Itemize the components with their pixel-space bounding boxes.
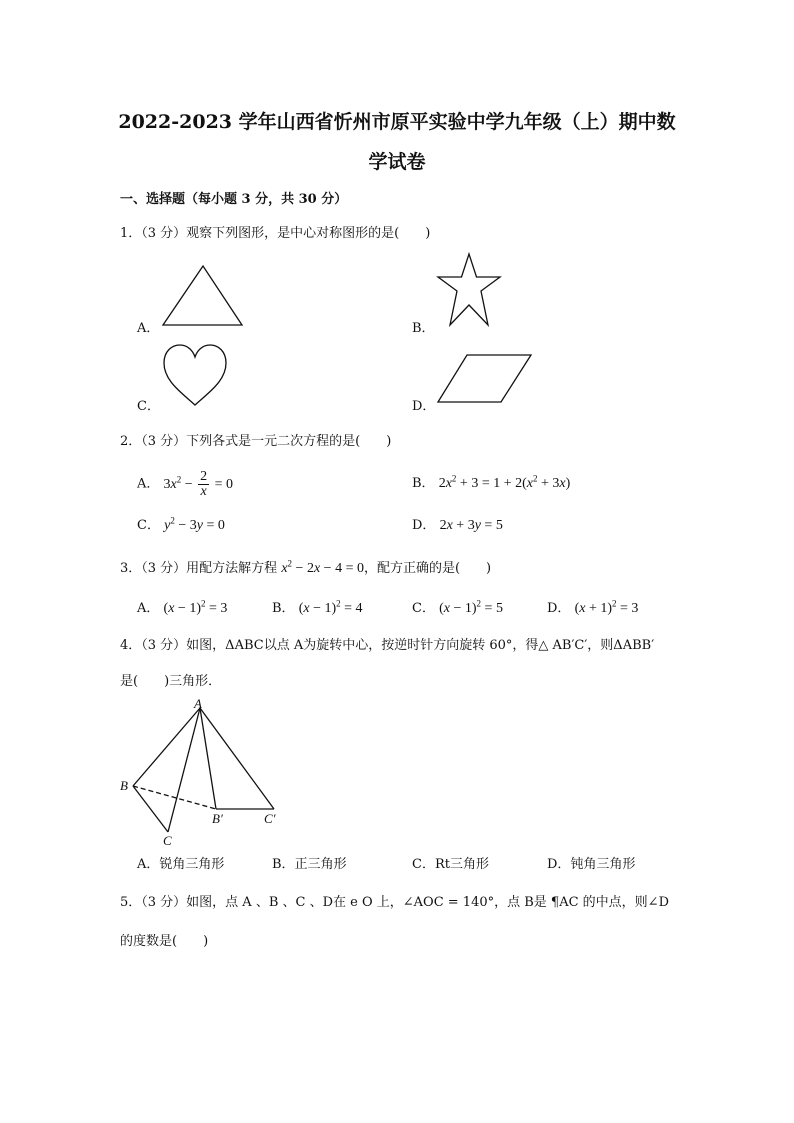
question-4-stem-line2: 是( )三角形． bbox=[120, 674, 222, 689]
page-title-line2: 学试卷 bbox=[368, 151, 426, 173]
q1-heart-figure bbox=[162, 343, 228, 407]
q3-option-a-formula: $(x - 1)^2 = 3$ bbox=[163, 598, 228, 616]
q4-option-b-text: 正三角形 bbox=[294, 857, 347, 872]
q4-label-b: B bbox=[120, 778, 128, 793]
question-5-stem-line2: 的度数是( ) bbox=[120, 934, 209, 949]
q3-option-b bbox=[272, 597, 363, 617]
question-4-stem-line1: 4．（3 分）如图，ΔABC以点 A为旋转中心，按逆时针方向旋转 60°，得△ AB′C′，则ΔABB′ bbox=[120, 638, 655, 653]
q1-option-b-label: B． bbox=[412, 321, 435, 336]
q4-option-b bbox=[272, 853, 347, 872]
q3-option-c-label: C． bbox=[412, 601, 435, 616]
question-2-stem: 2．（3 分）下列各式是一元二次方程的是( ) bbox=[120, 434, 392, 449]
q3-option-c bbox=[412, 597, 503, 617]
question-1-stem: 1．（3 分）观察下列图形，是中心对称图形的是( ) bbox=[120, 226, 431, 241]
q4-option-a bbox=[137, 853, 224, 872]
q4-option-d-label: D． bbox=[547, 857, 571, 872]
q3-equation: $x^2 - 2x - 4 = 0$ bbox=[281, 558, 364, 576]
q4-label-b-prime: B′ bbox=[212, 811, 223, 826]
q2-option-a-label: A． bbox=[137, 476, 160, 492]
q4-rotation-figure bbox=[118, 696, 288, 848]
q2-option-b bbox=[412, 472, 570, 492]
q2-option-d-label: D． bbox=[412, 518, 436, 533]
q3-stem-before: 3．（3 分）用配方法解方程 bbox=[120, 561, 278, 576]
q1-parallelogram-figure bbox=[437, 354, 533, 404]
q2-option-a-formula: $3x^2$ − $\frac{2}{x}$ = 0 bbox=[163, 469, 234, 499]
q3-option-d-formula: $(x + 1)^2 = 3$ bbox=[574, 598, 639, 616]
q2-option-c-label: C． bbox=[137, 518, 160, 533]
q3-option-a-label: A． bbox=[137, 601, 160, 616]
q4-label-a: A bbox=[194, 696, 202, 711]
q2-option-b-label: B． bbox=[412, 476, 435, 491]
q4-label-c: C bbox=[163, 833, 172, 848]
q4-option-c-label: C． bbox=[412, 857, 435, 872]
q3-option-b-formula: $(x - 1)^2 = 4$ bbox=[298, 598, 363, 616]
q4-option-a-text: 锐角三角形 bbox=[159, 857, 225, 872]
q2-option-c bbox=[137, 514, 225, 534]
q4-option-d bbox=[547, 853, 635, 872]
page-title-line1: 2022-2023 学年山西省忻州市原平实验中学九年级（上）期中数 bbox=[118, 111, 676, 133]
q2-option-d bbox=[412, 514, 503, 534]
q2-option-c-formula: $y^2 - 3y = 0$ bbox=[164, 515, 225, 533]
question-3-stem bbox=[120, 557, 491, 577]
q3-option-d-label: D． bbox=[547, 601, 571, 616]
question-5-stem-line1: 5．（3 分）如图，点 A 、B 、C 、D在 e O 上，∠AOC = 140°，点 B是 ¶AC 的中点，则∠D bbox=[120, 895, 669, 910]
q1-option-c-label: C． bbox=[137, 399, 160, 414]
q3-option-b-label: B． bbox=[272, 601, 295, 616]
q4-option-a-label: A． bbox=[137, 857, 160, 872]
q4-option-d-text: 钝角三角形 bbox=[570, 857, 636, 872]
section-heading: 一、选择题（每小题 3 分，共 30 分） bbox=[120, 192, 348, 207]
q3-option-c-formula: $(x - 1)^2 = 5$ bbox=[439, 598, 503, 616]
q2-option-a bbox=[137, 470, 233, 499]
q1-triangle-figure bbox=[162, 265, 244, 327]
q4-label-c-prime: C′ bbox=[264, 811, 276, 826]
q2-option-b-formula: $2x^2 + 3 = 1 + 2(x^2 + 3x)$ bbox=[438, 473, 571, 491]
q1-option-d-label: D． bbox=[412, 399, 436, 414]
q3-stem-after: ，配方正确的是( ) bbox=[363, 561, 492, 576]
q1-star-figure bbox=[437, 253, 501, 327]
q2-option-d-formula: 2x + 3y = 5 bbox=[439, 518, 503, 533]
q4-option-c-text: Rt三角形 bbox=[434, 857, 489, 872]
q1-option-a-label: A． bbox=[137, 321, 160, 336]
q3-option-a bbox=[137, 597, 227, 617]
q3-option-d bbox=[547, 597, 638, 617]
q4-option-c bbox=[412, 853, 489, 872]
q4-option-b-label: B． bbox=[272, 857, 295, 872]
